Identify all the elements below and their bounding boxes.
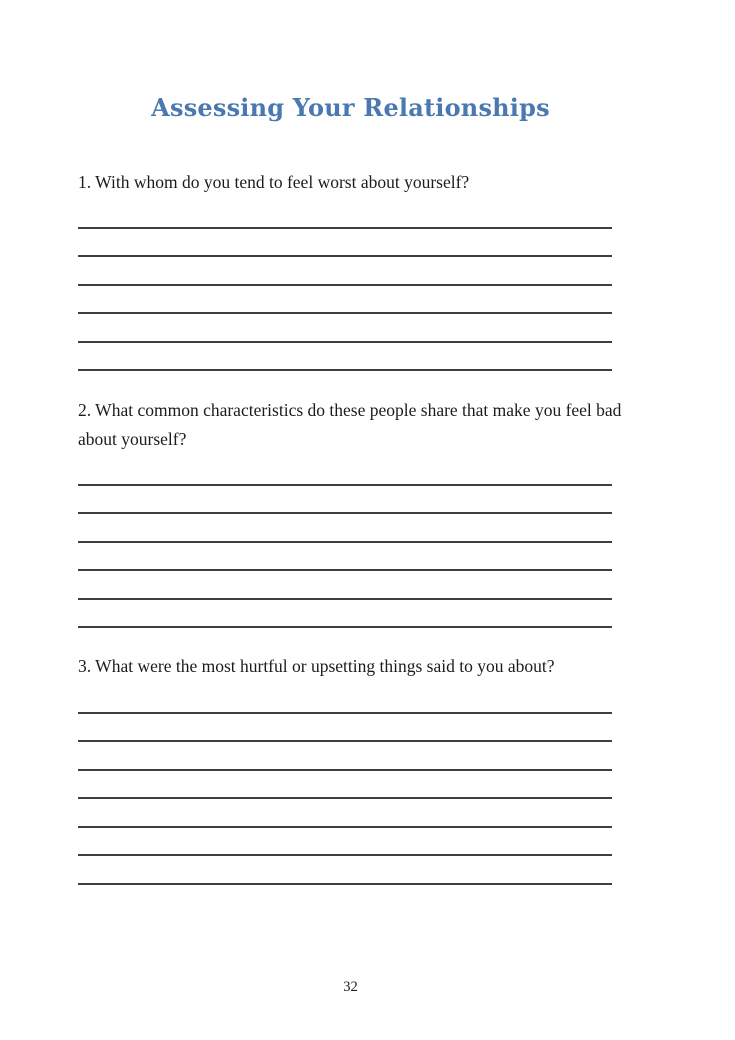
page-title: Assessing Your Relationships <box>151 93 550 122</box>
answer-line <box>78 314 612 343</box>
question-2-answer-lines <box>78 457 612 628</box>
answer-line <box>78 200 612 229</box>
question-1-text: 1. With whom do you tend to feel worst about yourself? <box>78 172 470 192</box>
answer-line <box>78 543 612 572</box>
answer-line <box>78 828 612 857</box>
answer-line <box>78 457 612 486</box>
answer-line <box>78 742 612 771</box>
question-2-text: 2. What common characteristics do these people share that make you feel bad about yourself? <box>78 400 622 449</box>
answer-line <box>78 343 612 372</box>
answer-line <box>78 286 612 315</box>
answer-line <box>78 571 612 600</box>
answer-line <box>78 257 612 286</box>
answer-line <box>78 600 612 629</box>
answer-line <box>78 685 612 714</box>
answer-line <box>78 856 612 885</box>
answer-line <box>78 714 612 743</box>
question-1-answer-lines <box>78 200 612 371</box>
question-3-answer-lines <box>78 685 612 885</box>
answer-line <box>78 229 612 258</box>
answer-line <box>78 514 612 543</box>
answer-line <box>78 486 612 515</box>
answer-line <box>78 799 612 828</box>
answer-line <box>78 771 612 800</box>
question-3-text: 3. What were the most hurtful or upsetting things said to you about? <box>78 656 555 676</box>
page-number: 32 <box>343 979 358 995</box>
